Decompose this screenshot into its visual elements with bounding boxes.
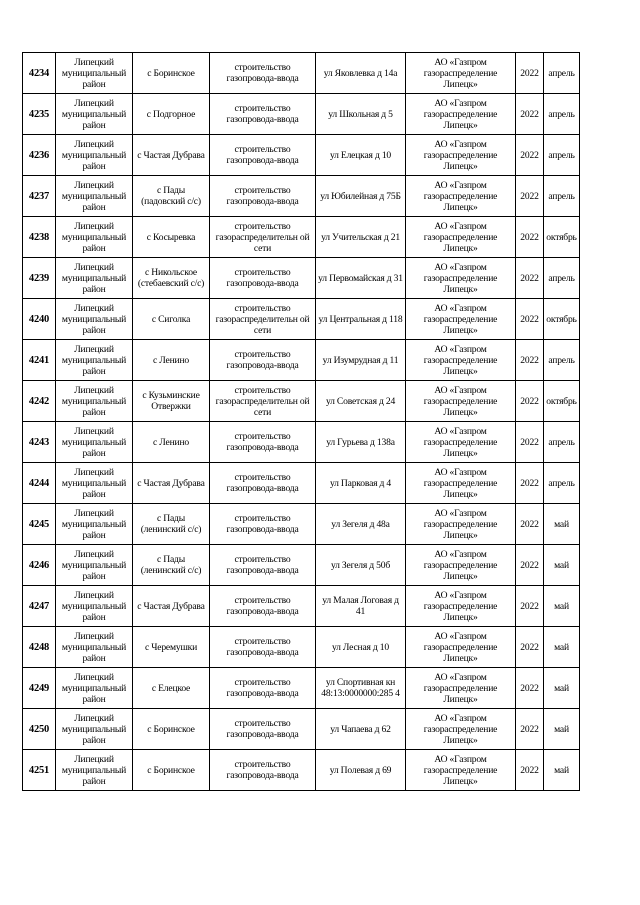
address-cell: ул Зегеля д 48а: [316, 504, 406, 545]
organization-cell: АО «Газпром газораспределение Липецк»: [406, 422, 516, 463]
district-cell: Липецкий муниципальный район: [56, 422, 133, 463]
organization-cell: АО «Газпром газораспределение Липецк»: [406, 94, 516, 135]
table-row: [23, 627, 580, 668]
table-row: [23, 586, 580, 627]
work-type-cell: строительство газопровода-ввода: [210, 504, 316, 545]
row-number: 4248: [23, 627, 56, 668]
month-cell: октябрь: [544, 217, 580, 258]
month-cell: апрель: [544, 53, 580, 94]
settlement-cell: с Подгорное: [133, 94, 210, 135]
work-type-cell: строительство газопровода-ввода: [210, 422, 316, 463]
month-cell: октябрь: [544, 381, 580, 422]
district-cell: Липецкий муниципальный район: [56, 750, 133, 791]
district-cell: Липецкий муниципальный район: [56, 135, 133, 176]
work-type-cell: строительство газопровода-ввода: [210, 135, 316, 176]
table-row: [23, 299, 580, 340]
year-cell: 2022: [516, 586, 544, 627]
gas-works-table: [22, 52, 580, 791]
settlement-cell: с Пады (падовский с/с): [133, 176, 210, 217]
table-row: [23, 94, 580, 135]
settlement-cell: с Никольское (стебаевский с/с): [133, 258, 210, 299]
work-type-cell: строительство газопровода-ввода: [210, 668, 316, 709]
row-number: 4249: [23, 668, 56, 709]
row-number: 4246: [23, 545, 56, 586]
month-cell: апрель: [544, 258, 580, 299]
month-cell: апрель: [544, 135, 580, 176]
row-number: 4243: [23, 422, 56, 463]
month-cell: май: [544, 545, 580, 586]
row-number: 4247: [23, 586, 56, 627]
address-cell: ул Изумрудная д 11: [316, 340, 406, 381]
table-row: [23, 504, 580, 545]
district-cell: Липецкий муниципальный район: [56, 53, 133, 94]
district-cell: Липецкий муниципальный район: [56, 709, 133, 750]
year-cell: 2022: [516, 258, 544, 299]
year-cell: 2022: [516, 627, 544, 668]
organization-cell: АО «Газпром газораспределение Липецк»: [406, 463, 516, 504]
work-type-cell: строительство газопровода-ввода: [210, 545, 316, 586]
row-number: 4250: [23, 709, 56, 750]
work-type-cell: строительство газопровода-ввода: [210, 94, 316, 135]
address-cell: ул Яковлевка д 14а: [316, 53, 406, 94]
address-cell: ул Парковая д 4: [316, 463, 406, 504]
month-cell: апрель: [544, 463, 580, 504]
year-cell: 2022: [516, 750, 544, 791]
month-cell: май: [544, 586, 580, 627]
organization-cell: АО «Газпром газораспределение Липецк»: [406, 258, 516, 299]
settlement-cell: с Боринское: [133, 750, 210, 791]
district-cell: Липецкий муниципальный район: [56, 668, 133, 709]
organization-cell: АО «Газпром газораспределение Липецк»: [406, 586, 516, 627]
address-cell: ул Гурьева д 138а: [316, 422, 406, 463]
settlement-cell: с Косыревка: [133, 217, 210, 258]
year-cell: 2022: [516, 545, 544, 586]
year-cell: 2022: [516, 94, 544, 135]
work-type-cell: строительство газопровода-ввода: [210, 340, 316, 381]
district-cell: Липецкий муниципальный район: [56, 381, 133, 422]
organization-cell: АО «Газпром газораспределение Липецк»: [406, 340, 516, 381]
organization-cell: АО «Газпром газораспределение Липецк»: [406, 750, 516, 791]
month-cell: апрель: [544, 94, 580, 135]
work-type-cell: строительство газопровода-ввода: [210, 627, 316, 668]
settlement-cell: с Частая Дубрава: [133, 586, 210, 627]
row-number: 4239: [23, 258, 56, 299]
organization-cell: АО «Газпром газораспределение Липецк»: [406, 217, 516, 258]
organization-cell: АО «Газпром газораспределение Липецк»: [406, 545, 516, 586]
year-cell: 2022: [516, 381, 544, 422]
row-number: 4244: [23, 463, 56, 504]
row-number: 4236: [23, 135, 56, 176]
work-type-cell: строительство газораспределительн ой сети: [210, 217, 316, 258]
address-cell: ул Школьная д 5: [316, 94, 406, 135]
address-cell: ул Зегеля д 50б: [316, 545, 406, 586]
district-cell: Липецкий муниципальный район: [56, 217, 133, 258]
settlement-cell: с Пады (ленинский с/с): [133, 545, 210, 586]
settlement-cell: с Кузьминские Отвержки: [133, 381, 210, 422]
organization-cell: АО «Газпром газораспределение Липецк»: [406, 381, 516, 422]
address-cell: ул Елецкая д 10: [316, 135, 406, 176]
table-row: [23, 258, 580, 299]
year-cell: 2022: [516, 217, 544, 258]
district-cell: Липецкий муниципальный район: [56, 586, 133, 627]
organization-cell: АО «Газпром газораспределение Липецк»: [406, 504, 516, 545]
settlement-cell: с Черемушки: [133, 627, 210, 668]
organization-cell: АО «Газпром газораспределение Липецк»: [406, 668, 516, 709]
district-cell: Липецкий муниципальный район: [56, 340, 133, 381]
row-number: 4245: [23, 504, 56, 545]
row-number: 4242: [23, 381, 56, 422]
table-row: [23, 176, 580, 217]
year-cell: 2022: [516, 504, 544, 545]
district-cell: Липецкий муниципальный район: [56, 627, 133, 668]
address-cell: ул Первомайская д 31: [316, 258, 406, 299]
row-number: 4241: [23, 340, 56, 381]
table-row: [23, 381, 580, 422]
work-type-cell: строительство газопровода-ввода: [210, 586, 316, 627]
table-row: [23, 750, 580, 791]
district-cell: Липецкий муниципальный район: [56, 545, 133, 586]
address-cell: ул Юбилейная д 75Б: [316, 176, 406, 217]
address-cell: ул Спортивная кн 48:13:0000000:285 4: [316, 668, 406, 709]
organization-cell: АО «Газпром газораспределение Липецк»: [406, 299, 516, 340]
row-number: 4240: [23, 299, 56, 340]
month-cell: май: [544, 627, 580, 668]
settlement-cell: с Пады (ленинский с/с): [133, 504, 210, 545]
address-cell: ул Учительская д 21: [316, 217, 406, 258]
row-number: 4238: [23, 217, 56, 258]
work-type-cell: строительство газопровода-ввода: [210, 258, 316, 299]
organization-cell: АО «Газпром газораспределение Липецк»: [406, 627, 516, 668]
organization-cell: АО «Газпром газораспределение Липецк»: [406, 709, 516, 750]
address-cell: ул Центральная д 118: [316, 299, 406, 340]
table-row: [23, 668, 580, 709]
table-row: [23, 709, 580, 750]
year-cell: 2022: [516, 53, 544, 94]
address-cell: ул Полевая д 69: [316, 750, 406, 791]
work-type-cell: строительство газораспределительн ой сети: [210, 299, 316, 340]
month-cell: апрель: [544, 422, 580, 463]
month-cell: апрель: [544, 176, 580, 217]
row-number: 4237: [23, 176, 56, 217]
district-cell: Липецкий муниципальный район: [56, 463, 133, 504]
row-number: 4234: [23, 53, 56, 94]
table-row: [23, 135, 580, 176]
work-type-cell: строительство газопровода-ввода: [210, 53, 316, 94]
month-cell: май: [544, 668, 580, 709]
year-cell: 2022: [516, 340, 544, 381]
year-cell: 2022: [516, 135, 544, 176]
settlement-cell: с Боринское: [133, 709, 210, 750]
district-cell: Липецкий муниципальный район: [56, 258, 133, 299]
month-cell: май: [544, 750, 580, 791]
table-row: [23, 217, 580, 258]
district-cell: Липецкий муниципальный район: [56, 299, 133, 340]
year-cell: 2022: [516, 176, 544, 217]
work-type-cell: строительство газораспределительн ой сети: [210, 381, 316, 422]
organization-cell: АО «Газпром газораспределение Липецк»: [406, 176, 516, 217]
table-row: [23, 53, 580, 94]
table-row: [23, 422, 580, 463]
year-cell: 2022: [516, 668, 544, 709]
address-cell: ул Лесная д 10: [316, 627, 406, 668]
district-cell: Липецкий муниципальный район: [56, 504, 133, 545]
table-body: [23, 53, 580, 791]
settlement-cell: с Частая Дубрава: [133, 135, 210, 176]
month-cell: май: [544, 504, 580, 545]
year-cell: 2022: [516, 463, 544, 504]
table-row: [23, 463, 580, 504]
address-cell: ул Чапаева д 62: [316, 709, 406, 750]
row-number: 4251: [23, 750, 56, 791]
district-cell: Липецкий муниципальный район: [56, 176, 133, 217]
settlement-cell: с Боринское: [133, 53, 210, 94]
row-number: 4235: [23, 94, 56, 135]
settlement-cell: с Елецкое: [133, 668, 210, 709]
district-cell: Липецкий муниципальный район: [56, 94, 133, 135]
work-type-cell: строительство газопровода-ввода: [210, 709, 316, 750]
settlement-cell: с Сиголка: [133, 299, 210, 340]
year-cell: 2022: [516, 422, 544, 463]
settlement-cell: с Ленино: [133, 422, 210, 463]
year-cell: 2022: [516, 709, 544, 750]
year-cell: 2022: [516, 299, 544, 340]
table-row: [23, 340, 580, 381]
table-row: [23, 545, 580, 586]
organization-cell: АО «Газпром газораспределение Липецк»: [406, 53, 516, 94]
work-type-cell: строительство газопровода-ввода: [210, 463, 316, 504]
month-cell: апрель: [544, 340, 580, 381]
address-cell: ул Советская д 24: [316, 381, 406, 422]
settlement-cell: с Частая Дубрава: [133, 463, 210, 504]
work-type-cell: строительство газопровода-ввода: [210, 176, 316, 217]
month-cell: октябрь: [544, 299, 580, 340]
address-cell: ул Малая Логовая д 41: [316, 586, 406, 627]
organization-cell: АО «Газпром газораспределение Липецк»: [406, 135, 516, 176]
month-cell: май: [544, 709, 580, 750]
work-type-cell: строительство газопровода-ввода: [210, 750, 316, 791]
settlement-cell: с Ленино: [133, 340, 210, 381]
